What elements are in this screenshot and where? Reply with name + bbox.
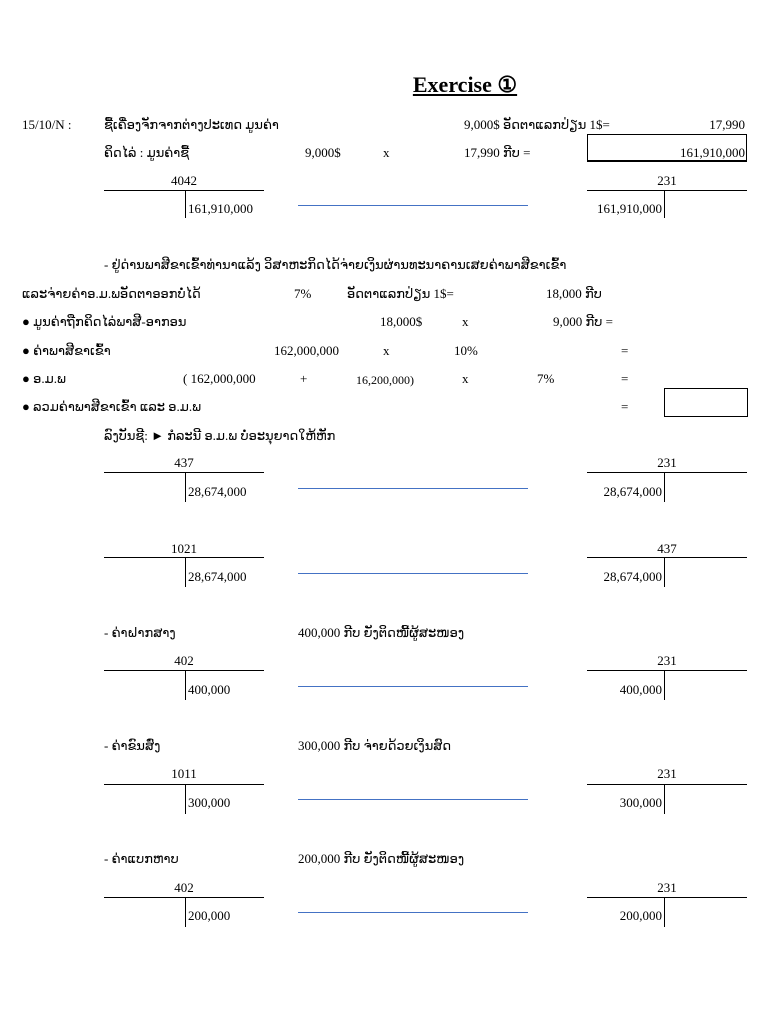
handling-fee-label: - ຄ່າແບກຫາບ (104, 851, 179, 866)
transport-fee-text: 300,000 ກີບ ຈ່າຍດ້ວຍເງິນສົດ (298, 738, 452, 753)
entry-connector (298, 912, 528, 913)
vat-multiply: x (462, 371, 469, 386)
t-account-line (587, 670, 747, 671)
t-account-divider (185, 472, 186, 502)
t-account-line (104, 190, 264, 191)
debit-account: 402 (174, 880, 194, 895)
t-account-divider (664, 670, 665, 700)
total-equals: = (621, 399, 629, 414)
duty-pct: 10% (454, 343, 478, 358)
debit-amount: 300,000 (188, 795, 231, 810)
purchase-description: ຊື້ເຄື່ອງຈັກຈາກຕ່າງປະເທດ ມູນຄ່າ (104, 117, 279, 132)
t-account-line (587, 472, 747, 473)
t-account-divider (664, 472, 665, 502)
vat-equals: = (621, 371, 629, 386)
taxable-usd: 18,000$ (380, 314, 423, 329)
debit-amount: 28,674,000 (188, 484, 247, 499)
vat-base-b: 16,200,000) (356, 373, 414, 387)
transaction-date: 15/10/N : (22, 117, 72, 132)
exercise-title: Exercise ① (412, 72, 518, 97)
taxable-multiply: x (462, 314, 469, 329)
vat-base-a: ( 162,000,000 (183, 371, 256, 386)
entry-connector (298, 686, 528, 687)
handling-fee-text: 200,000 ກີບ ຍັງຕິດໜີ້ຜູ້ສະໜອງ (298, 851, 465, 866)
credit-account: 231 (657, 653, 677, 668)
credit-account: 437 (657, 541, 677, 556)
calc-result: 161,910,000 (680, 145, 745, 160)
t-account-line (587, 784, 747, 785)
t-account-line (104, 557, 264, 558)
customs-rate: 18,000 ກີບ (546, 286, 602, 301)
entry-connector (298, 205, 528, 206)
recording-note: ລົງບັນຊີ: ► ກໍລະນີ ອ.ມ.ພ ບໍ່ອະນຸຍາດໃຫ້ຫັກ (104, 428, 336, 443)
t-account-divider (185, 670, 186, 700)
credit-amount: 400,000 (619, 682, 662, 697)
bullet-total: ● ລວມຄ່າພາສີຂາເຂົ້າ ແລະ ອ.ມ.ພ (22, 399, 202, 414)
debit-amount: 28,674,000 (188, 569, 247, 584)
storage-fee-text: 400,000 ກີບ ຍັງຕິດໜີ້ຜູ້ສະໜອງ (298, 625, 465, 640)
exchange-rate-value: 17,990 (709, 117, 745, 132)
t-account-divider (185, 190, 186, 218)
vat-plus: + (300, 371, 308, 386)
t-account-line (104, 784, 264, 785)
debit-account: 1011 (171, 766, 197, 781)
storage-fee-label: - ຄ່າຝາກສາງ (104, 625, 176, 640)
transport-fee-label: - ຄ່າຂົນສົ່ງ (104, 738, 161, 753)
t-account-divider (664, 190, 665, 218)
customs-rate-label: ອັດຕາແລກປ່ຽນ 1$= (347, 286, 454, 301)
credit-amount: 28,674,000 (603, 484, 662, 499)
entry-connector (298, 573, 528, 574)
credit-amount: 161,910,000 (597, 201, 662, 216)
t-account-divider (185, 784, 186, 814)
duty-multiply: x (383, 343, 390, 358)
t-account-divider (185, 557, 186, 587)
credit-amount: 200,000 (619, 908, 662, 923)
credit-amount: 300,000 (619, 795, 662, 810)
credit-account: 231 (657, 173, 677, 188)
debit-account: 1021 (171, 541, 197, 556)
credit-account: 231 (657, 880, 677, 895)
calc-label: ຄິດໄລ່ : ມູນຄ່າຊື້ (104, 145, 190, 160)
debit-account: 437 (174, 455, 194, 470)
debit-amount: 161,910,000 (188, 201, 253, 216)
credit-amount: 28,674,000 (603, 569, 662, 584)
entry-connector (298, 799, 528, 800)
credit-account: 231 (657, 455, 677, 470)
debit-amount: 200,000 (188, 908, 231, 923)
credit-account: 231 (657, 766, 677, 781)
t-account-divider (664, 897, 665, 927)
t-account-line (587, 897, 747, 898)
t-account-divider (185, 897, 186, 927)
t-account-divider (664, 784, 665, 814)
vat-pct: 7% (294, 286, 312, 301)
calc-multiply: x (383, 145, 390, 160)
calc-rate: 17,990 ກີບ = (464, 145, 531, 160)
t-account-divider (664, 557, 665, 587)
debit-account: 402 (174, 653, 194, 668)
calc-usd: 9,000$ (305, 145, 341, 160)
entry-connector (298, 488, 528, 489)
t-account-line (587, 190, 747, 191)
t-account-line (587, 557, 747, 558)
vat-rate: 7% (537, 371, 555, 386)
t-account-line (104, 472, 264, 473)
duty-amount: 162,000,000 (274, 343, 339, 358)
customs-line-1: - ຢູ່ດ່ານພາສີຂາເຂົ້າທ່ານາແລ້ງ ວິສາຫະກິດໄດ້ຈ່າຍເງິນຜ່ານທະນາຄານເສຍຄ່າພາສີຂາເຂົ້າ (104, 257, 567, 272)
taxable-rate: 9,000 ກີບ = (553, 314, 613, 329)
t-account-line (104, 670, 264, 671)
debit-amount: 400,000 (188, 682, 231, 697)
bullet-taxable-value: ● ມູນຄ່າຖືກຄິດໄລ່ພາສີ-ອາກອນ (22, 314, 187, 329)
total-result-cell (664, 388, 748, 417)
bullet-vat: ● ອ.ມ.ພ (22, 371, 66, 386)
debit-account: 4042 (171, 173, 197, 188)
duty-equals: = (621, 343, 629, 358)
t-account-line (104, 897, 264, 898)
customs-line-2: ແລະຈ່າຍຄ່າອ.ມ.ພອັດຕາອອກບໍ່ໄດ້ (22, 286, 201, 301)
purchase-amount: 9,000$ ອັດຕາແລກປ່ຽນ 1$= (464, 117, 610, 132)
bullet-customs-duty: ● ຄ່າພາສີຂາເຂົ້າ (22, 343, 111, 358)
